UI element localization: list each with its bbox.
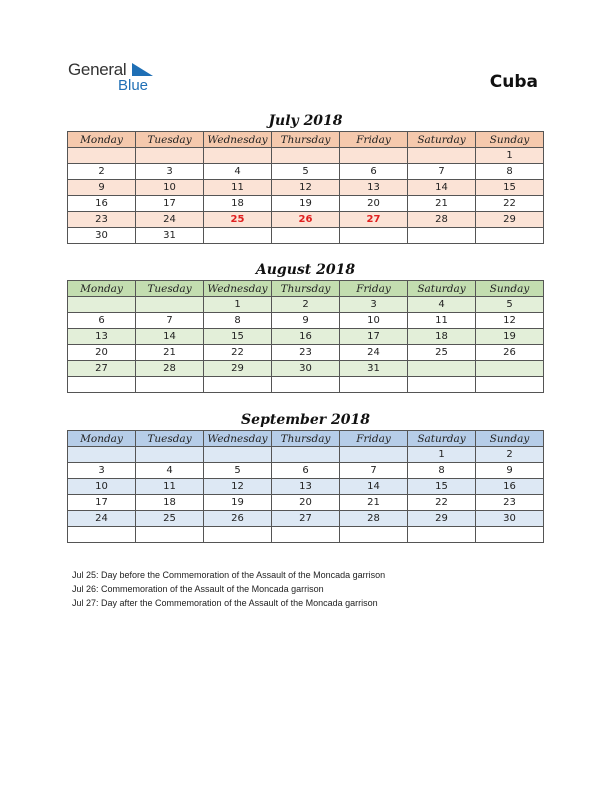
day-cell: 24 xyxy=(340,345,408,361)
day-cell: 14 xyxy=(408,180,476,196)
day-cell: 24 xyxy=(136,212,204,228)
day-cell xyxy=(68,377,136,393)
day-cell: 20 xyxy=(272,495,340,511)
day-cell: 21 xyxy=(408,196,476,212)
day-cell: 6 xyxy=(340,164,408,180)
day-cell: 22 xyxy=(408,495,476,511)
day-cell: 12 xyxy=(476,313,544,329)
day-cell: 4 xyxy=(136,463,204,479)
day-cell: 4 xyxy=(204,164,272,180)
week-row xyxy=(68,361,544,377)
day-cell: 25 xyxy=(408,345,476,361)
weekday-header: Friday xyxy=(340,132,408,148)
day-cell: 1 xyxy=(204,297,272,313)
day-cell: 10 xyxy=(340,313,408,329)
day-cell: 18 xyxy=(204,196,272,212)
day-cell: 11 xyxy=(136,479,204,495)
day-cell: 14 xyxy=(136,329,204,345)
day-cell: 26 xyxy=(204,511,272,527)
day-cell: 9 xyxy=(476,463,544,479)
week-row xyxy=(68,180,544,196)
day-cell: 8 xyxy=(408,463,476,479)
day-cell: 21 xyxy=(136,345,204,361)
day-cell: 16 xyxy=(272,329,340,345)
weekday-header-row xyxy=(68,132,544,148)
day-cell: 7 xyxy=(408,164,476,180)
day-cell: 27 xyxy=(68,361,136,377)
day-cell: 30 xyxy=(68,228,136,244)
day-cell xyxy=(476,361,544,377)
day-cell: 3 xyxy=(136,164,204,180)
day-cell: 31 xyxy=(340,361,408,377)
week-row xyxy=(68,495,544,511)
day-cell: 23 xyxy=(476,495,544,511)
day-cell: 30 xyxy=(272,361,340,377)
logo xyxy=(68,60,168,96)
day-cell: 19 xyxy=(204,495,272,511)
day-cell: 20 xyxy=(340,196,408,212)
day-cell: 5 xyxy=(272,164,340,180)
day-cell xyxy=(340,447,408,463)
day-cell xyxy=(408,527,476,543)
weekday-header: Tuesday xyxy=(136,132,204,148)
weekday-header: Friday xyxy=(340,431,408,447)
day-cell: 13 xyxy=(68,329,136,345)
week-row xyxy=(68,463,544,479)
day-cell: 2 xyxy=(68,164,136,180)
day-cell xyxy=(68,447,136,463)
day-cell: 17 xyxy=(340,329,408,345)
day-cell: 4 xyxy=(408,297,476,313)
day-cell: 2 xyxy=(272,297,340,313)
month-title: August 2018 xyxy=(255,262,356,278)
day-cell: 27 xyxy=(272,511,340,527)
holiday-note: Jul 25: Day before the Commemoration of the Assault of the Moncada garrison xyxy=(72,570,386,580)
day-cell: 26 xyxy=(476,345,544,361)
day-cell xyxy=(68,297,136,313)
day-cell xyxy=(204,377,272,393)
day-cell: 28 xyxy=(136,361,204,377)
week-row xyxy=(68,212,544,228)
day-cell: 10 xyxy=(68,479,136,495)
month-august xyxy=(67,260,544,393)
weekday-header-row xyxy=(68,281,544,297)
week-row xyxy=(68,345,544,361)
week-row xyxy=(68,164,544,180)
day-cell: 17 xyxy=(136,196,204,212)
day-cell: 22 xyxy=(476,196,544,212)
day-cell: 22 xyxy=(204,345,272,361)
day-cell xyxy=(476,527,544,543)
day-cell xyxy=(136,148,204,164)
day-cell xyxy=(204,447,272,463)
day-cell: 8 xyxy=(204,313,272,329)
day-cell xyxy=(272,377,340,393)
day-cell: 23 xyxy=(68,212,136,228)
calendar-table xyxy=(67,430,544,543)
weekday-header: Sunday xyxy=(476,132,544,148)
day-cell xyxy=(68,527,136,543)
day-cell: 16 xyxy=(68,196,136,212)
day-cell: 17 xyxy=(68,495,136,511)
day-cell: 21 xyxy=(340,495,408,511)
weekday-header: Tuesday xyxy=(136,431,204,447)
day-cell xyxy=(272,447,340,463)
holiday-note: Jul 27: Day after the Commemoration of the Assault of the Moncada garrison xyxy=(72,598,378,608)
day-cell: 7 xyxy=(340,463,408,479)
day-cell xyxy=(340,148,408,164)
day-cell xyxy=(408,148,476,164)
weekday-header: Saturday xyxy=(408,431,476,447)
day-cell: 5 xyxy=(204,463,272,479)
day-cell: 26 xyxy=(272,212,340,228)
day-cell: 13 xyxy=(340,180,408,196)
day-cell: 25 xyxy=(204,212,272,228)
day-cell: 29 xyxy=(204,361,272,377)
day-cell: 23 xyxy=(272,345,340,361)
day-cell: 31 xyxy=(136,228,204,244)
day-cell: 25 xyxy=(136,511,204,527)
day-cell: 24 xyxy=(68,511,136,527)
week-row xyxy=(68,511,544,527)
day-cell: 3 xyxy=(340,297,408,313)
day-cell: 3 xyxy=(68,463,136,479)
week-row xyxy=(68,527,544,543)
day-cell xyxy=(476,228,544,244)
day-cell: 16 xyxy=(476,479,544,495)
week-row xyxy=(68,228,544,244)
day-cell: 20 xyxy=(68,345,136,361)
week-row xyxy=(68,297,544,313)
day-cell: 14 xyxy=(340,479,408,495)
weekday-header: Wednesday xyxy=(204,281,272,297)
month-title: September 2018 xyxy=(241,412,370,428)
weekday-header: Monday xyxy=(68,132,136,148)
day-cell xyxy=(136,527,204,543)
day-cell xyxy=(136,377,204,393)
day-cell: 18 xyxy=(136,495,204,511)
week-row xyxy=(68,196,544,212)
weekday-header: Saturday xyxy=(408,132,476,148)
day-cell: 8 xyxy=(476,164,544,180)
day-cell xyxy=(68,148,136,164)
day-cell xyxy=(136,297,204,313)
day-cell xyxy=(204,228,272,244)
day-cell: 28 xyxy=(408,212,476,228)
week-row xyxy=(68,479,544,495)
week-row xyxy=(68,313,544,329)
day-cell xyxy=(204,527,272,543)
week-row xyxy=(68,377,544,393)
day-cell: 7 xyxy=(136,313,204,329)
logo-word-blue: Blue xyxy=(118,77,149,94)
day-cell: 18 xyxy=(408,329,476,345)
day-cell xyxy=(340,377,408,393)
day-cell xyxy=(136,447,204,463)
holiday-note: Jul 26: Commemoration of the Assault of the Moncada garrison xyxy=(72,584,324,594)
day-cell: 28 xyxy=(340,511,408,527)
weekday-header: Tuesday xyxy=(136,281,204,297)
weekday-header: Thursday xyxy=(272,132,340,148)
day-cell: 15 xyxy=(204,329,272,345)
month-september xyxy=(67,410,544,543)
day-cell: 12 xyxy=(272,180,340,196)
day-cell: 1 xyxy=(408,447,476,463)
weekday-header: Friday xyxy=(340,281,408,297)
week-row xyxy=(68,447,544,463)
day-cell: 6 xyxy=(272,463,340,479)
logo-triangle-icon xyxy=(132,63,154,77)
month-title: July 2018 xyxy=(268,113,343,129)
weekday-header: Thursday xyxy=(272,431,340,447)
day-cell: 27 xyxy=(340,212,408,228)
weekday-header: Saturday xyxy=(408,281,476,297)
day-cell xyxy=(408,228,476,244)
day-cell xyxy=(272,148,340,164)
day-cell: 19 xyxy=(272,196,340,212)
day-cell xyxy=(340,228,408,244)
day-cell: 9 xyxy=(68,180,136,196)
day-cell: 9 xyxy=(272,313,340,329)
day-cell xyxy=(476,377,544,393)
weekday-header: Wednesday xyxy=(204,431,272,447)
day-cell xyxy=(272,228,340,244)
weekday-header: Sunday xyxy=(476,281,544,297)
day-cell xyxy=(408,377,476,393)
day-cell: 29 xyxy=(408,511,476,527)
weekday-header: Monday xyxy=(68,431,136,447)
weekday-header-row xyxy=(68,431,544,447)
day-cell: 12 xyxy=(204,479,272,495)
day-cell: 1 xyxy=(476,148,544,164)
day-cell: 2 xyxy=(476,447,544,463)
weekday-header: Thursday xyxy=(272,281,340,297)
day-cell: 15 xyxy=(408,479,476,495)
weekday-header: Monday xyxy=(68,281,136,297)
day-cell: 30 xyxy=(476,511,544,527)
day-cell: 11 xyxy=(408,313,476,329)
day-cell xyxy=(272,527,340,543)
month-july xyxy=(67,111,544,244)
day-cell: 5 xyxy=(476,297,544,313)
day-cell: 10 xyxy=(136,180,204,196)
week-row xyxy=(68,329,544,345)
day-cell: 6 xyxy=(68,313,136,329)
logo-word-general: General xyxy=(68,60,127,79)
day-cell: 11 xyxy=(204,180,272,196)
holiday-notes xyxy=(72,569,402,611)
week-row xyxy=(68,148,544,164)
day-cell: 15 xyxy=(476,180,544,196)
day-cell xyxy=(408,361,476,377)
day-cell: 29 xyxy=(476,212,544,228)
country-title: Cuba xyxy=(489,72,538,92)
day-cell: 13 xyxy=(272,479,340,495)
day-cell: 19 xyxy=(476,329,544,345)
weekday-header: Sunday xyxy=(476,431,544,447)
calendar-table xyxy=(67,131,544,244)
calendar-table xyxy=(67,280,544,393)
day-cell xyxy=(204,148,272,164)
weekday-header: Wednesday xyxy=(204,132,272,148)
day-cell xyxy=(340,527,408,543)
